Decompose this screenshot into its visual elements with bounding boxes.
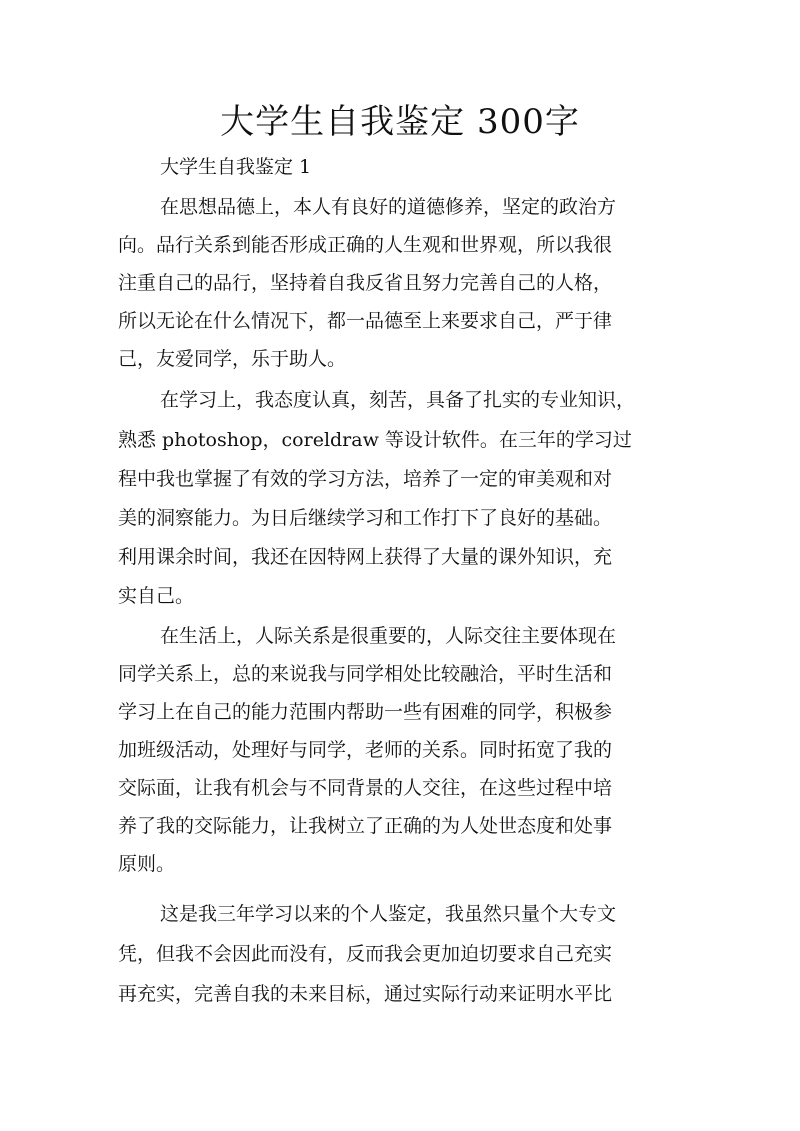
paragraph-3-line-1: 在生活上，人际关系是很重要的，人际交往主要体现在 — [160, 625, 617, 647]
document-title: 大学生自我鉴定 300字 — [220, 102, 580, 142]
paragraph-4-line-2: 凭，但我不会因此而没有，反而我会更加迫切要求自己充实 — [118, 943, 613, 965]
paragraph-2-line-3: 程中我也掌握了有效的学习方法，培养了一定的审美观和对 — [118, 468, 613, 490]
document-subtitle: 大学生自我鉴定 1 — [160, 156, 312, 178]
paragraph-4-line-1: 这是我三年学习以来的个人鉴定，我虽然只量个大专文 — [160, 903, 617, 925]
paragraph-1-line-1: 在思想品德上，本人有良好的道德修养，坚定的政治方 — [160, 196, 617, 218]
paragraph-1-line-4: 所以无论在什么情况下，都一品德至上来要求自己，严于律 — [118, 310, 613, 332]
paragraph-3-line-2: 同学关系上，总的来说我与同学相处比较融洽，平时生活和 — [118, 663, 613, 685]
paragraph-1-line-2: 向。品行关系到能否形成正确的人生观和世界观，所以我很 — [118, 234, 613, 256]
paragraph-3-line-4: 加班级活动，处理好与同学，老师的关系。同时拓宽了我的 — [118, 739, 613, 761]
paragraph-1-line-3: 注重自己的品行，坚持着自我反省且努力完善自己的人格， — [118, 272, 613, 294]
paragraph-2-line-2: 熟悉 photoshop，coreldraw 等设计软件。在三年的学习过 — [118, 429, 632, 451]
paragraph-4-line-3: 再充实，完善自我的未来目标，通过实际行动来证明水平比 — [118, 983, 613, 1005]
paragraph-3-line-7: 原则。 — [118, 853, 176, 875]
paragraph-2-line-1: 在学习上，我态度认真，刻苦，具备了扎实的专业知识， — [160, 389, 636, 411]
paragraph-1-line-5: 己，友爱同学，乐于助人。 — [118, 348, 347, 370]
paragraph-2-line-5: 利用课余时间，我还在因特网上获得了大量的课外知识，充 — [118, 546, 613, 568]
paragraph-3-line-3: 学习上在自己的能力范围内帮助一些有困难的同学，积极参 — [118, 701, 613, 723]
paragraph-3-line-6: 养了我的交际能力，让我树立了正确的为人处世态度和处事 — [118, 815, 613, 837]
paragraph-3-line-5: 交际面，让我有机会与不同背景的人交往，在这些过程中培 — [118, 777, 613, 799]
paragraph-2-line-4: 美的洞察能力。为日后继续学习和工作打下了良好的基础。 — [118, 507, 613, 529]
paragraph-2-line-6: 实自己。 — [118, 585, 195, 607]
